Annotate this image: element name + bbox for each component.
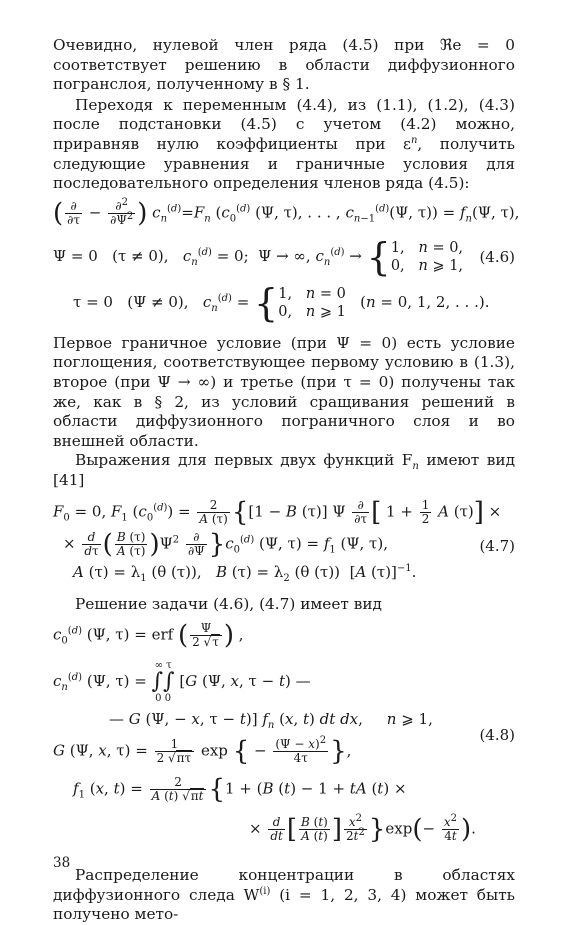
paragraph-2: Переходя к переменным (4.4), из (1.1), (1.2), (4.3) после подстановки (4.5) с учетом (4.2) можно, приравняв нулю коэффициенты при $\varepsilon^n$, получить следующие уравнения и граничные условия для последовательного определения членов ряда (4.5): <box>53 95 515 193</box>
equation-number: (4.6) <box>479 247 515 266</box>
equation-number: (4.7) <box>479 536 515 555</box>
equation-4-8-f1-cont: × $\frac{d}{dt}$ [ $\frac{B (t)}{A (t)}$ ] $\frac{x^2}{2t^2}$ }exp(− $\frac{x^2}{4t}$ ). <box>249 813 476 845</box>
equation-4-8-cn: $c_n^{(d)}$ (Ψ, τ) = ∞ τ ∫∫ 0 0 [G (Ψ, x, τ − t) — <box>53 660 311 705</box>
equation-4-7-line3: A $(\tau) = \lambda_1$ (θ (τ)), B $(\tau) = \lambda_2$ (θ (τ)) [A (τ)]$^{-1}$. <box>73 562 417 584</box>
paragraph-3: Первое граничное условие (при Ψ = 0) есть условие поглощения, соответствующее первому условию в (1.3), второе (при Ψ → ∞) и третье (при τ = 0) получены так же, как в § 2, из условий сращивания решений в области диффузионного пограничного слоя и во внешней области. <box>53 333 515 450</box>
page-body <box>53 36 520 925</box>
paragraph-6: Распределение концентрации в областях диффузионного следа $W^{(i)}$ (i = 1, 2, 3, 4) может быть получено мето- <box>53 866 515 924</box>
equation-4-8-green: G (Ψ, x, τ) = $\frac{1}{2 √\pi\tau}$ exp { − $\frac{(\Psi - x)^2}{4\tau}$ }, (4.8) <box>53 726 515 767</box>
equation-4-8-cn-cont: — G (Ψ, − x, τ − t)] $f_n$ (x, t) dt dx, n ⩾ 1, <box>109 710 433 732</box>
equation-4-6-boundary: Ψ = 0 (τ ≠ 0), $c_n^{(d)} = 0$; Ψ → ∞, $c_n^{(d)} \to \{1$, n = 0, 0, n ⩾ 1, (4.6) <box>53 234 515 279</box>
equation-pde: ( $\frac{\partial}{\partial\tau}$ − $\frac{\partial^2}{\partial\Psi^2}$ ) $c_n^{(d)}=F_n$ ($c_0^{(d)}$ (Ψ, τ), . . . , $c_{n-1}^{(d)}(\Psi$, $\tau)) = f_n(\Psi$, τ), <box>53 196 520 229</box>
equation-4-8-f1: $f_1$ (x, t) = $\frac{2}{A (t) √\pi t}$ {1 + (B (t) − 1 + tA (t) × <box>73 774 407 805</box>
paragraph-4: Выражения для первых двух функций $F_n$ имеют вид [41] <box>53 451 515 489</box>
paragraph-5: Решение задачи (4.6), (4.7) имеет вид <box>75 594 382 613</box>
equation-4-6-initial: τ = 0 (Ψ ≠ 0), $c_n^{(d)} = \{1$, n = 0 0, n ⩾ 1 (n = 0, 1, 2, . . .). <box>73 280 490 325</box>
equation-4-7-line1: $F_0 = 0$, $F_1$ $(c_0^{(d)})$ = $\frac{2}{A (\tau)}$ {[1 − B (τ)] Ψ $\frac{\partial}{\partial\tau}$ [ 1 + $\frac{1}{2}$ A (τ)] × <box>53 497 502 527</box>
equation-4-8-c0: $c_0^{(d)}$ (Ψ, τ) = erf ( $\frac{\Psi}{2 √\tau}$ ) , <box>53 620 244 651</box>
page-number: 38 <box>53 855 71 871</box>
equation-number: (4.8) <box>479 726 515 745</box>
equation-4-7-line2: × $\frac{d}{d\tau}$ ( $\frac{B (\tau)}{A (\tau)}$ )$\Psi^2$ $\frac{\partial}{\partial\Psi}$ }$c_0^{(d)}$ (Ψ, $\tau) = f_1$ (Ψ, τ), (4.7) <box>63 529 515 559</box>
paragraph-1: Очевидно, нулевой член ряда (4.5) при ℜe = 0 соответствует решению в области диффузионного погранслоя, полученному в § 1. <box>53 36 515 94</box>
